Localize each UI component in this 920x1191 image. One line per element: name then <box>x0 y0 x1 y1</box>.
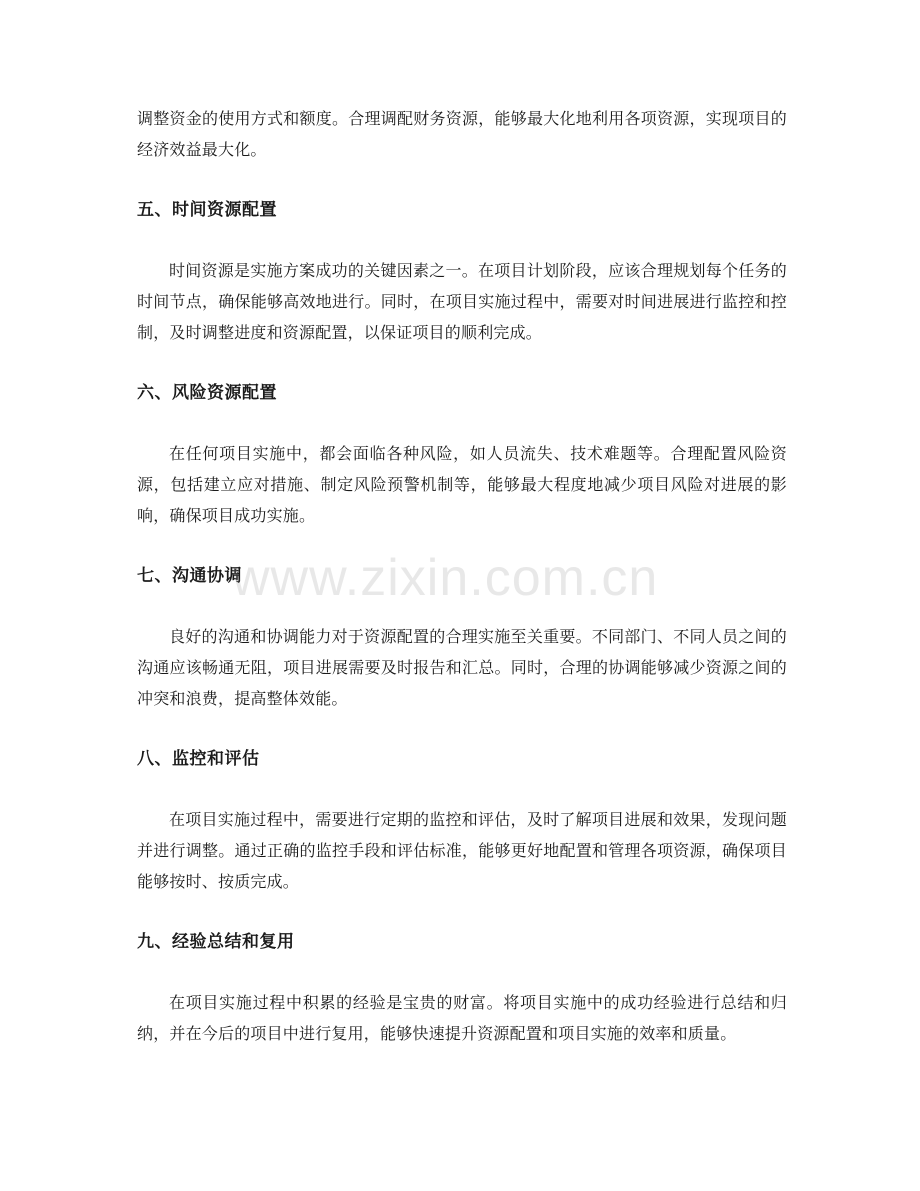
section-body-6: 在任何项目实施中，都会面临各种风险，如人员流失、技术难题等。合理配置风险资源，包括建立应对措施、制定风险预警机制等，能够最大程度地减少项目风险对进展的影响，确保项目成功实施。 <box>137 444 787 525</box>
intro-paragraph: 调整资金的使用方式和额度。合理调配财务资源，能够最大化地利用各项资源，实现项目的经济效益最大化。 <box>137 109 787 159</box>
section-body-5: 时间资源是实施方案成功的关键因素之一。在项目计划阶段，应该合理规划每个任务的时间节点，确保能够高效地进行。同时，在项目实施过程中，需要对时间进展进行监控和控制，及时调整进度和资源配置，以保证项目的顺利完成。 <box>137 261 787 342</box>
section-body-7: 良好的沟通和协调能力对于资源配置的合理实施至关重要。不同部门、不同人员之间的沟通应该畅通无阻，项目进展需要及时报告和汇总。同时，合理的协调能够减少资源之间的冲突和浪费，提高整体效能。 <box>137 627 787 708</box>
section-heading-6: 六、风险资源配置 <box>137 383 277 403</box>
section-body-9: 在项目实施过程中积累的经验是宝贵的财富。将项目实施中的成功经验进行总结和归纳，并在今后的项目中进行复用，能够快速提升资源配置和项目实施的效率和质量。 <box>137 993 787 1043</box>
section-heading-8: 八、监控和评估 <box>137 749 260 769</box>
section-heading-5: 五、时间资源配置 <box>137 200 277 220</box>
watermark: www.zixin.com.cn <box>232 549 659 607</box>
document-body <box>137 103 787 1049</box>
section-heading-9: 九、经验总结和复用 <box>137 932 295 952</box>
section-body-8: 在项目实施过程中，需要进行定期的监控和评估，及时了解项目进展和效果，发现问题并进行调整。通过正确的监控手段和评估标准，能够更好地配置和管理各项资源，确保项目能够按时、按质完成。 <box>137 810 787 891</box>
section-heading-7: 七、沟通协调 <box>137 566 242 586</box>
